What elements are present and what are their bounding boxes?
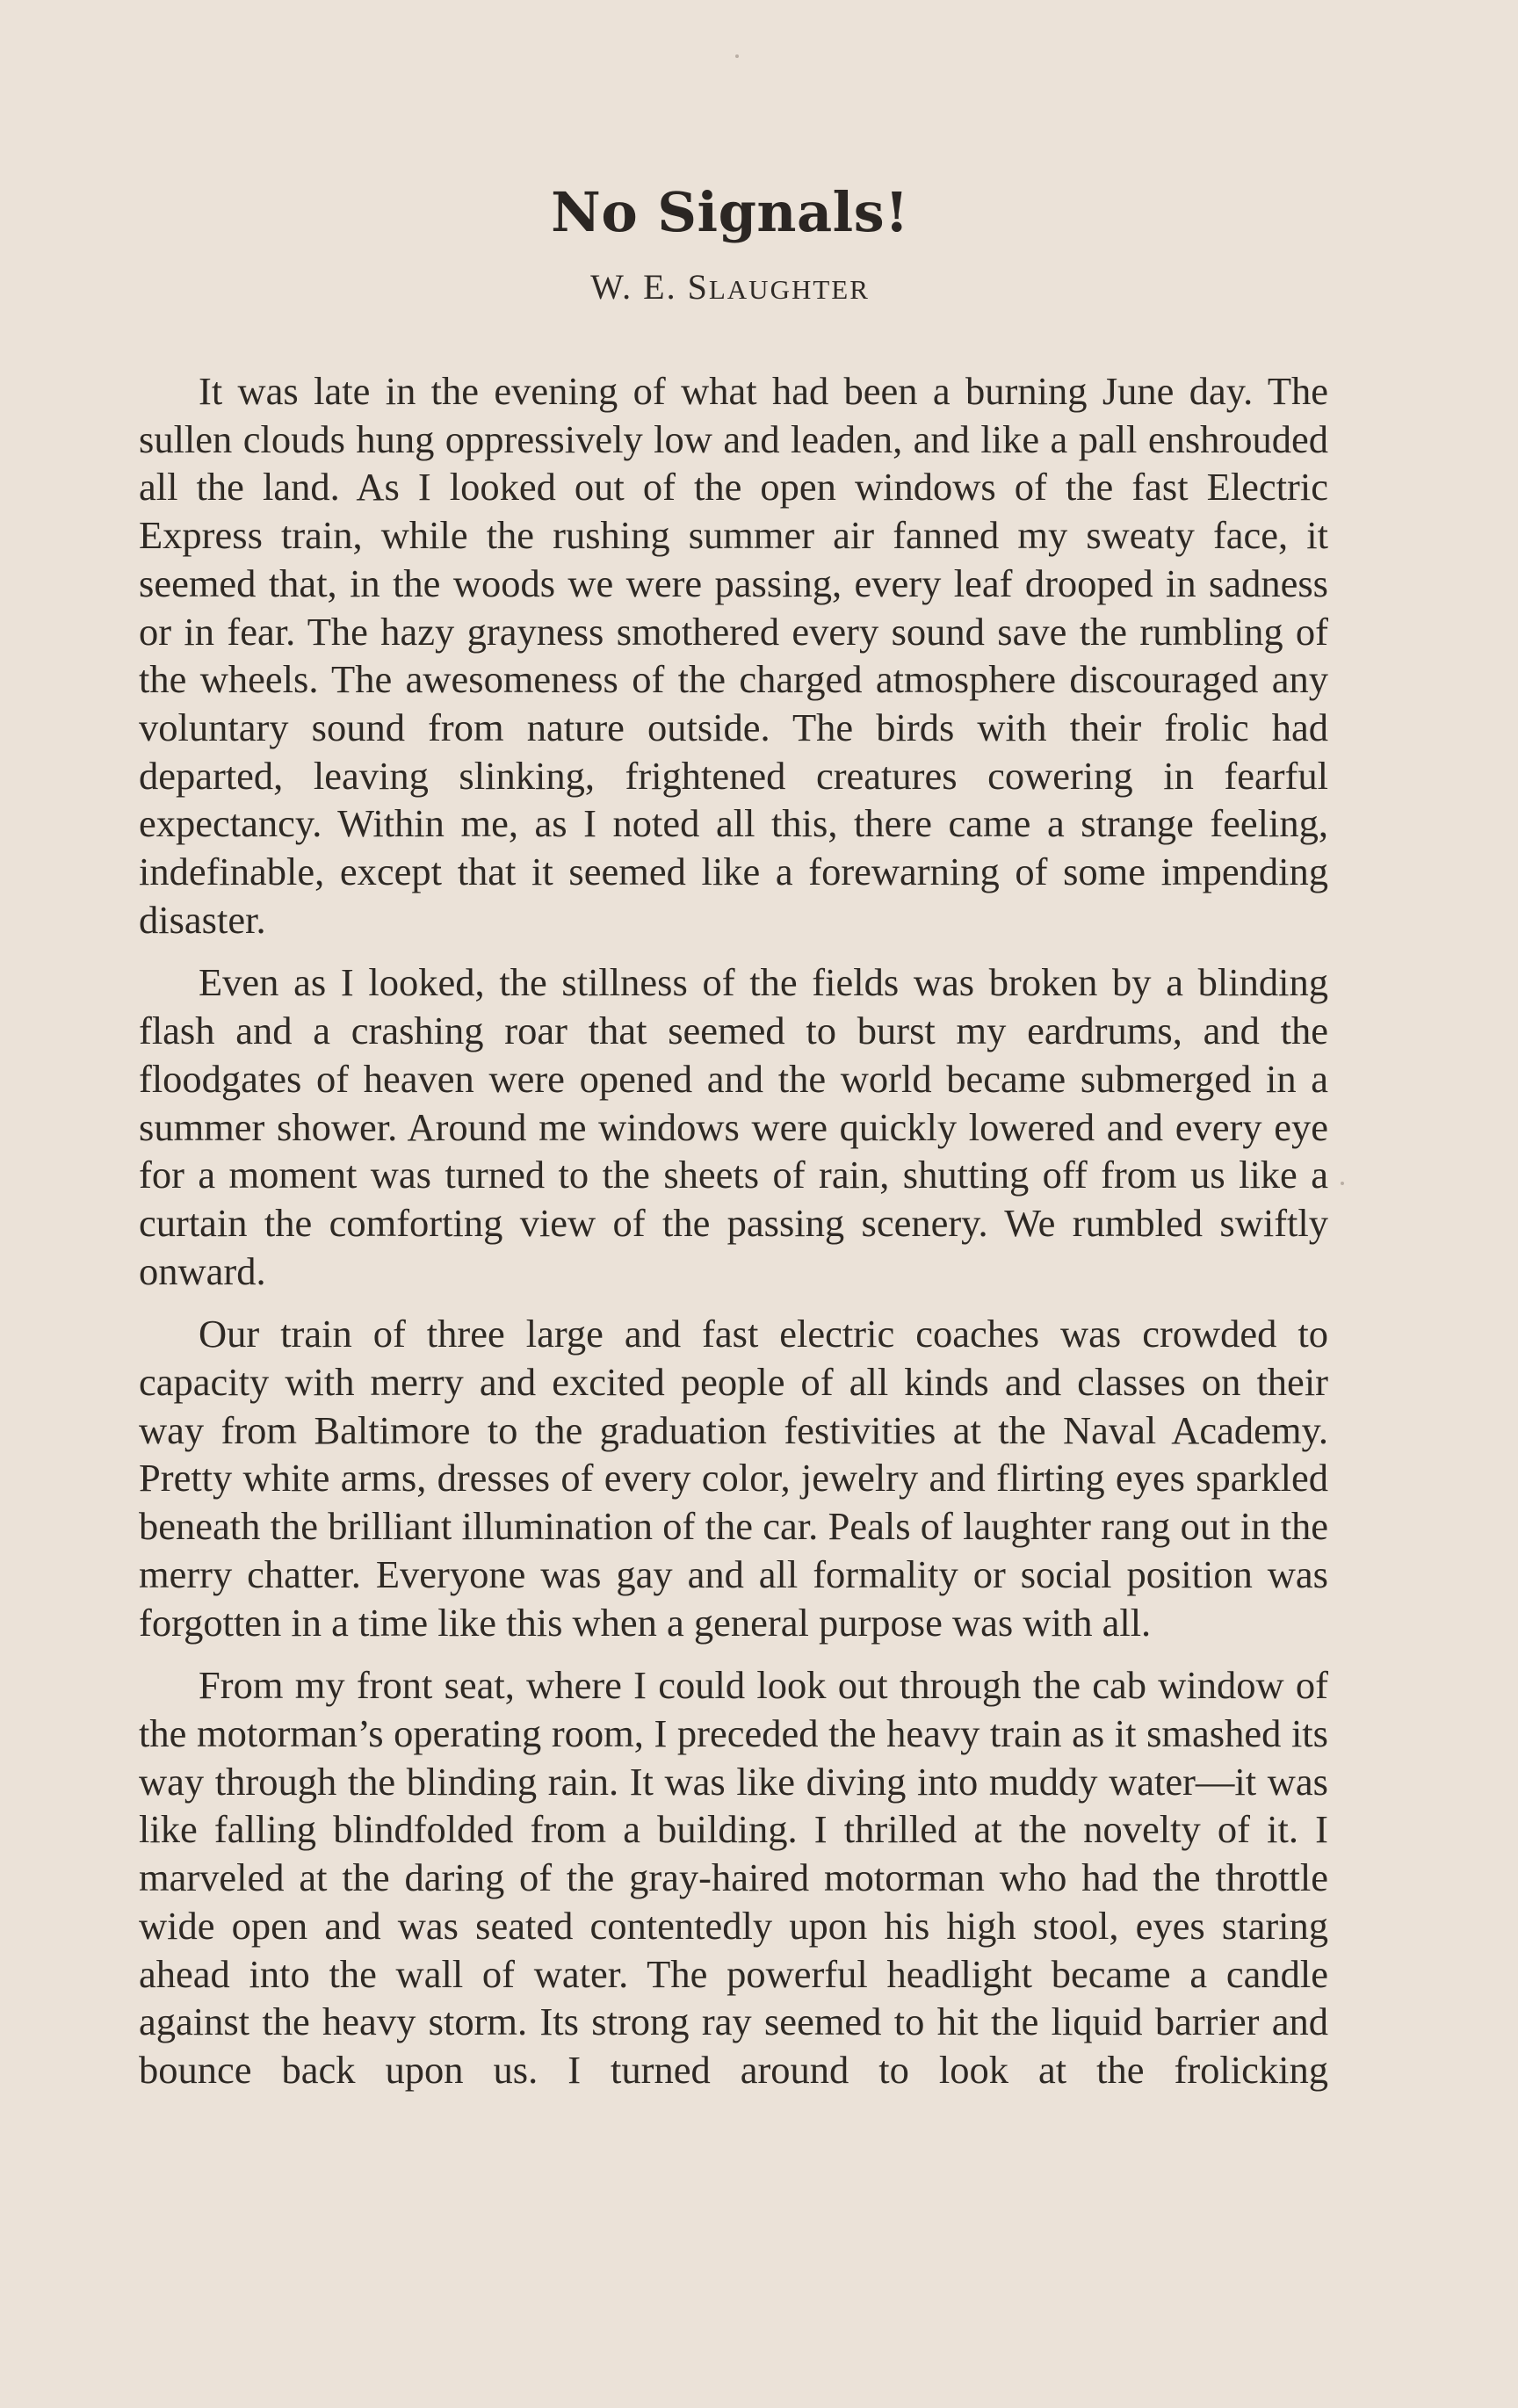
paragraph: From my front seat, where I could look out through the cab window of the motorman’s operating room, I preceded the heavy train as it smashed its way through the blinding rain. It was like diving into muddy water—it was like falling blindfolded from a building. I thrilled at the novelty of it. I marveled at the daring of the gray-haired motorman who had the throttle wide open and was seated contentedly upon his high stool, eyes staring ahead into the wall of water. The powerful headlight became a candle against the heavy storm. Its strong ray seemed to hit the liquid barrier and bounce back upon us. I turned around to look at the frolicking — [139, 1663, 1328, 2092]
author-surname: LAUGHTER — [708, 274, 870, 305]
article-author — [0, 266, 1460, 307]
paragraph: Our train of three large and fast electric coaches was crowded to capacity with merry and excited people of all kinds and classes on their way from Baltimore to the graduation festivities at the Naval Academy. Pretty white arms, dresses of every color, jewelry and flirting eyes sparkled beneath the brilliant illumination of the car. Peals of laughter rang out in the merry chatter. Everyone was gay and all formality or social position was forgotten in a time like this when a general purpose was with all. — [139, 1312, 1328, 1645]
article-title: No Signals! — [551, 180, 909, 244]
paragraph: Even as I looked, the stillness of the fields was broken by a blinding flash and a crashing roar that seemed to burst my eardrums, and the floodgates of heaven were opened and the world became submerged in a summer shower. Around me windows were quickly lowered and every eye for a moment was turned to the sheets of rain, shutting off from us like a curtain the comforting view of the passing scenery. We rumbled swiftly onward. — [139, 960, 1328, 1293]
paper-speck — [1341, 1182, 1344, 1185]
paper-speck — [735, 54, 739, 58]
paragraph: It was late in the evening of what had been a burning June day. The sullen clouds hung oppressively low and leaden, and like a pall enshrouded all the land. As I looked out of the open windows of the fast Electric Express train, while the rushing summer air fanned my sweaty face, it seemed that, in the woods we were passing, every leaf drooped in sadness or in fear. The hazy grayness smothered every sound save the rumbling of the wheels. The awesomeness of the charged atmosphere discouraged any voluntary sound from nature outside. The birds with their frolic had departed, leaving slinking, frightened creatures cowering in fearful expectancy. Within me, as I noted all this, there came a strange feeling, indefinable, except that it seemed like a forewarning of some impending disaster. — [139, 369, 1328, 942]
article-body — [139, 367, 1328, 2109]
author-initials: W. E. S — [590, 267, 709, 307]
